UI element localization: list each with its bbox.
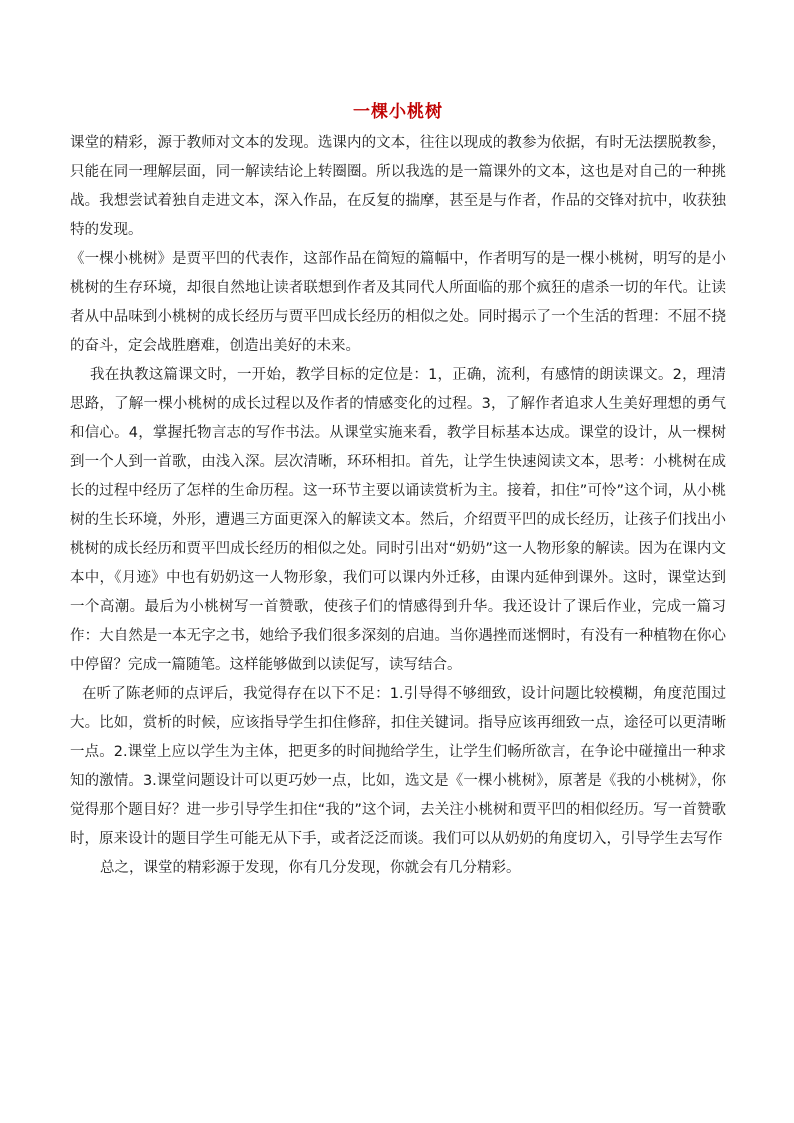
paragraph-conclusion: 总之，课堂的精彩源于发现，你有几分发现，你就会有几分精彩。 — [100, 860, 521, 876]
document-title: 一棵小桃树 — [353, 102, 443, 122]
document-page — [70, 100, 726, 883]
paragraph-intro: 课堂的精彩，源于教师对文本的发现。选课内的文本，往往以现成的教参为依据，有时无法摆脱教参，只能在同一理解层面，同一解读结论上转圈圈。所以我选的是一篇课外的文本，这也是对自己的一种挑战。我想尝试着独自走进文本，深入作品，在反复的揣摩，甚至是与作者，作品的交锋对抗中，收获独特的发现。 — [70, 135, 726, 238]
paragraph-work-summary: 《一棵小桃树》是贾平凹的代表作，这部作品在简短的篇幅中，作者明写的是一棵小桃树，明写的是小桃树的生存环境，却很自然地让读者联想到作者及其同代人所面临的那个疯狂的虐杀一切的年代。让读者从中品味到小桃树的成长经历与贾平凹成长经历的相似之处。同时揭示了一个生活的哲理：不屈不挠的奋斗，定会战胜磨难，创造出美好的未来。 — [70, 251, 726, 354]
paragraph-teaching-process: 我在执教这篇课文时，一开始，教学目标的定位是：1，正确，流利，有感情的朗读课文。2，理清思路，了解一棵小桃树的成长过程以及作者的情感变化的过程。3，了解作者追求人生美好理想的勇气和信心。4，掌握托物言志的写作书法。从课堂实施来看，教学目标基本达成。课堂的设计，从一棵树到一个人到一首歌，由浅入深。层次清晰，环环相扣。首先，让学生快速阅读文本，思考：小桃树在成长的过程中经历了怎样的生命历程。这一环节主要以诵读赏析为主。接着，扣住”可怜”这个词，从小桃树的生长环境，外形，遭遇三方面更深入的解读文本。然后，介绍贾平凹的成长经历，让孩子们找出小桃树的成长经历和贾平凹成长经历的相似之处。同时引出对“奶奶”这一人物形象的解读。因为在课内文本中，《月迹》中也有奶奶这一人物形象，我们可以课内外迁移，由课内延伸到课外。这时，课堂达到一个高潮。最后为小桃树写一首赞歌，使孩子们的情感得到升华。我还设计了课后作业，完成一篇习作：大自然是一本无字之书，她给予我们很多深刻的启迪。当你遇挫而迷惘时，有没有一种植物在你心中停留？完成一篇随笔。这样能够做到以读促写，读写结合。 — [70, 367, 726, 673]
paragraph-shortcomings: 在听了陈老师的点评后，我觉得存在以下不足：1.引导得不够细致，设计问题比较模糊，角度范围过大。比如，赏析的时候，应该指导学生扣住修辞，扣住关键词。指导应该再细致一点，途径可以更清晰一点。2.课堂上应以学生为主体，把更多的时间抛给学生，让学生们畅所欲言，在争论中碰撞出一种求知的激情。3.课堂问题设计可以更巧妙一点，比如，选文是《一棵小桃树》，原著是《我的小桃树》，你觉得那个题目好？进一步引导学生扣住“我的”这个词，去关注小桃树和贾平凹的相似经历。写一首赞歌时，原来设计的题目学生可能无从下手，或者泛泛而谈。我们可以从奶奶的角度切入，引导学生去写作 — [70, 686, 726, 847]
